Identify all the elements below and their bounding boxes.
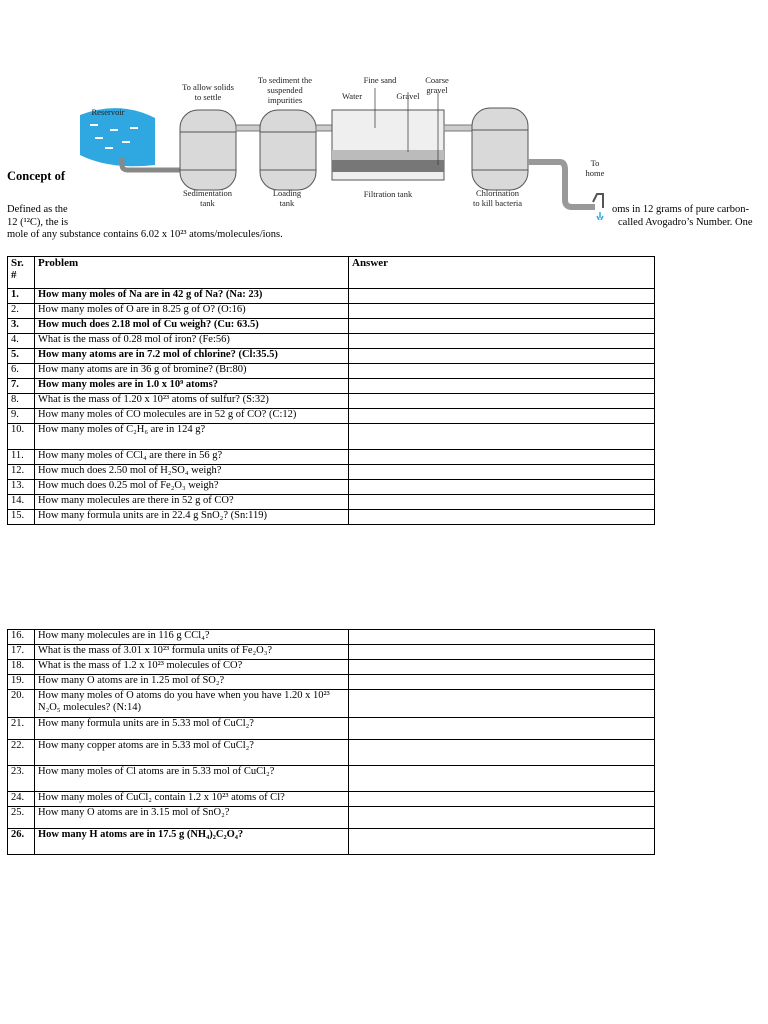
intro-line2-right: called Avogadro’s Number. One	[618, 217, 753, 228]
header-problem: Problem	[35, 257, 349, 289]
table-row	[8, 645, 655, 660]
row-answer-cell[interactable]	[349, 510, 655, 525]
row-problem: What is the mass of 3.01 x 10²³ formula units of Fe₂O₃?	[35, 645, 349, 660]
label-fine-sand: Fine sand	[363, 75, 397, 85]
table-row	[8, 660, 655, 675]
row-problem: How many O atoms are in 1.25 mol of SO₂?	[35, 675, 349, 690]
table-row	[8, 450, 655, 465]
row-problem: How many moles are in 1.0 x 10⁹ atoms?	[35, 379, 349, 394]
row-number: 15.	[8, 510, 35, 525]
table-row	[8, 394, 655, 409]
table-row	[8, 807, 655, 829]
row-answer-cell[interactable]	[349, 829, 655, 855]
row-number: 9.	[8, 409, 35, 424]
table-row	[8, 675, 655, 690]
row-problem: What is the mass of 1.20 x 10²³ atoms of sulfur? (S:32)	[35, 394, 349, 409]
row-problem: How many moles of Cl atoms are in 5.33 mol of CuCl₂?	[35, 766, 349, 792]
table-row	[8, 480, 655, 495]
row-answer-cell[interactable]	[349, 465, 655, 480]
row-answer-cell[interactable]	[349, 660, 655, 675]
label-water: Water	[341, 91, 363, 101]
row-problem: How many atoms are in 36 g of bromine? (Br:80)	[35, 364, 349, 379]
table-row	[8, 829, 655, 855]
table-row	[8, 465, 655, 480]
row-problem: How many moles of Na are in 42 g of Na? (Na: 23)	[35, 289, 349, 304]
table-row	[8, 304, 655, 319]
table-row	[8, 289, 655, 304]
label-gravel: Gravel	[396, 91, 420, 101]
table-row	[8, 334, 655, 349]
row-problem: How many molecules are there in 52 g of CO?	[35, 495, 349, 510]
row-number: 6.	[8, 364, 35, 379]
row-answer-cell[interactable]	[349, 304, 655, 319]
row-number: 24.	[8, 792, 35, 807]
table-header-row	[8, 257, 655, 289]
row-number: 16.	[8, 630, 35, 645]
header-sr: Sr. #	[8, 257, 35, 289]
header-answer: Answer	[349, 257, 655, 289]
row-problem: How many H atoms are in 17.5 g (NH₄)₂C₂O₄?	[35, 829, 349, 855]
label-coarse-gravel: Coarse gravel	[425, 75, 449, 95]
chlorination-tank	[472, 108, 528, 190]
row-problem: What is the mass of 1.2 x 10²³ molecules of CO?	[35, 660, 349, 675]
intro-line2-left: 12 (¹²C), the is	[7, 217, 69, 228]
row-number: 7.	[8, 379, 35, 394]
table-row	[8, 630, 655, 645]
label-chlorination: Chlorination to kill bacteria	[472, 188, 523, 208]
row-answer-cell[interactable]	[349, 645, 655, 660]
row-answer-cell[interactable]	[349, 349, 655, 364]
table-row	[8, 349, 655, 364]
row-problem: How many formula units are in 22.4 g SnO₂? (Sn:119)	[35, 510, 349, 525]
row-problem: How much does 2.50 mol of H₂SO₄ weigh?	[35, 465, 349, 480]
intro-line1-left: Defined as the	[7, 204, 68, 215]
row-problem: How many molecules are in 116 g CCl₄?	[35, 630, 349, 645]
table-row	[8, 495, 655, 510]
row-problem: How many O atoms are in 3.15 mol of SnO₂?	[35, 807, 349, 829]
label-allow-solids: To allow solids to settle	[182, 82, 234, 102]
row-number: 14.	[8, 495, 35, 510]
row-problem: What is the mass of 0.28 mol of iron? (Fe:56)	[35, 334, 349, 349]
row-answer-cell[interactable]	[349, 690, 655, 718]
row-answer-cell[interactable]	[349, 630, 655, 645]
row-number: 11.	[8, 450, 35, 465]
row-number: 26.	[8, 829, 35, 855]
table-row	[8, 690, 655, 718]
label-to-home: To home	[585, 158, 605, 178]
row-number: 18.	[8, 660, 35, 675]
table-row	[8, 424, 655, 450]
row-answer-cell[interactable]	[349, 394, 655, 409]
table-row	[8, 364, 655, 379]
row-answer-cell[interactable]	[349, 766, 655, 792]
row-problem: How many moles of CuCl₂ contain 1.2 x 10²³ atoms of Cl?	[35, 792, 349, 807]
row-answer-cell[interactable]	[349, 807, 655, 829]
row-problem: How much does 2.18 mol of Cu weigh? (Cu: 63.5)	[35, 319, 349, 334]
intro-line1-right: oms in 12 grams of pure carbon-	[612, 204, 750, 215]
table-row	[8, 379, 655, 394]
row-problem: How much does 0.25 mol of Fe₂O₃ weigh?	[35, 480, 349, 495]
row-answer-cell[interactable]	[349, 409, 655, 424]
loading-tank	[260, 110, 316, 190]
row-number: 2.	[8, 304, 35, 319]
section-heading: Concept of	[7, 169, 65, 183]
intro-line3: mole of any substance contains 6.02 x 10²³ atoms/molecules/ions.	[7, 229, 283, 240]
row-number: 25.	[8, 807, 35, 829]
row-problem: How many moles of CO molecules are in 52 g of CO? (C:12)	[35, 409, 349, 424]
row-number: 17.	[8, 645, 35, 660]
row-number: 3.	[8, 319, 35, 334]
row-number: 23.	[8, 766, 35, 792]
row-problem: How many moles of CCl₄ are there in 56 g?	[35, 450, 349, 465]
problems-table-2	[7, 629, 655, 855]
problems-table-1	[7, 256, 655, 525]
row-answer-cell[interactable]	[349, 364, 655, 379]
label-filtration-tank: Filtration tank	[363, 189, 413, 199]
row-number: 20.	[8, 690, 35, 718]
row-problem: How many copper atoms are in 5.33 mol of CuCl₂?	[35, 740, 349, 766]
row-number: 4.	[8, 334, 35, 349]
row-answer-cell[interactable]	[349, 792, 655, 807]
row-answer-cell[interactable]	[349, 675, 655, 690]
row-answer-cell[interactable]	[349, 480, 655, 495]
row-number: 10.	[8, 424, 35, 450]
label-sediment: To sediment the suspended impurities	[257, 75, 313, 105]
row-problem: How many formula units are in 5.33 mol of CuCl₂?	[35, 718, 349, 740]
row-number: 21.	[8, 718, 35, 740]
row-answer-cell[interactable]	[349, 424, 655, 450]
row-problem: How many atoms are in 7.2 mol of chlorine? (Cl:35.5)	[35, 349, 349, 364]
sedimentation-tank	[180, 110, 236, 190]
table-row	[8, 319, 655, 334]
label-reservoir: Reservoir	[91, 107, 125, 117]
table-row	[8, 740, 655, 766]
table-row	[8, 409, 655, 424]
label-sedimentation-tank: Sedimentation tank	[182, 188, 233, 208]
row-problem: How many moles of C₂H₆ are in 124 g?	[35, 424, 349, 450]
row-answer-cell[interactable]	[349, 319, 655, 334]
row-answer-cell[interactable]	[349, 740, 655, 766]
row-answer-cell[interactable]	[349, 718, 655, 740]
row-number: 22.	[8, 740, 35, 766]
row-number: 1.	[8, 289, 35, 304]
table-row	[8, 718, 655, 740]
row-number: 19.	[8, 675, 35, 690]
row-problem: How many moles of O are in 8.25 g of O? (O:16)	[35, 304, 349, 319]
row-number: 12.	[8, 465, 35, 480]
label-loading-tank: Loading tank	[272, 188, 302, 208]
row-problem: How many moles of O atoms do you have when you have 1.20 x 10²³ N₂O₅ molecules? (N:14)	[35, 690, 349, 718]
row-answer-cell[interactable]	[349, 450, 655, 465]
row-number: 5.	[8, 349, 35, 364]
row-answer-cell[interactable]	[349, 379, 655, 394]
row-number: 8.	[8, 394, 35, 409]
row-number: 13.	[8, 480, 35, 495]
table-row	[8, 766, 655, 792]
row-answer-cell[interactable]	[349, 289, 655, 304]
table-row	[8, 510, 655, 525]
table-row	[8, 792, 655, 807]
row-answer-cell[interactable]	[349, 495, 655, 510]
row-answer-cell[interactable]	[349, 334, 655, 349]
